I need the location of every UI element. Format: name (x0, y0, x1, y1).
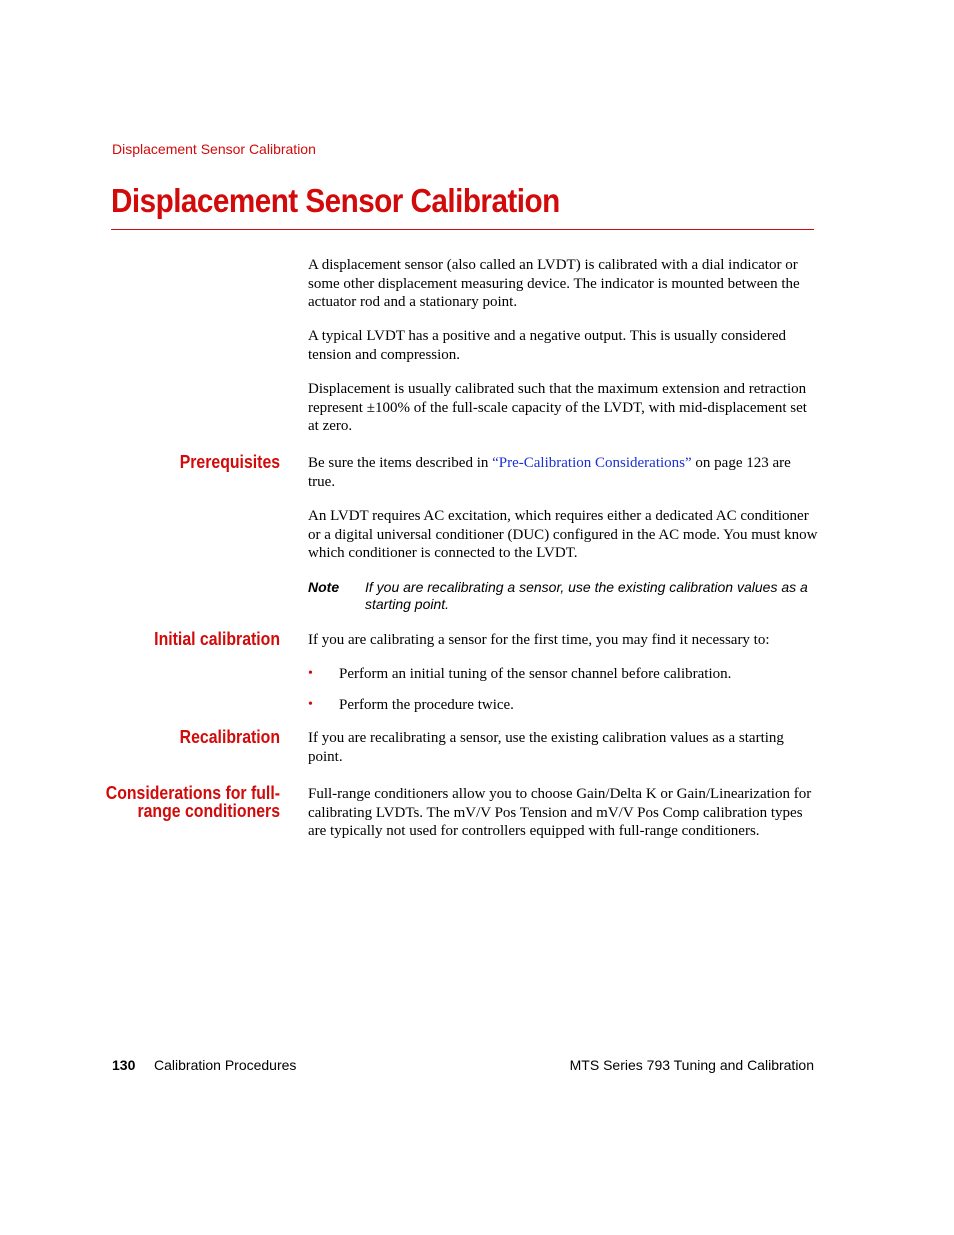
title-divider (111, 229, 814, 230)
recalibration-paragraph: If you are recalibrating a sensor, use the existing calibration values as a starting point. (308, 730, 784, 765)
prerequisites-paragraph-1 (308, 454, 818, 491)
page-number: 130 (112, 1057, 136, 1073)
bullet-icon: • (308, 666, 313, 681)
bullet-item-2: Perform the procedure twice. (339, 697, 514, 713)
full-range-paragraph: Full-range conditioners allow you to choose Gain/Delta K or Gain/Linearization for calibrating LVDTs. The mV/V Pos Tension and mV/V Pos Comp calibration types are typically not used for controllers equipped with full-range conditioners. (308, 786, 812, 840)
page-title: Displacement Sensor Calibration (111, 182, 560, 219)
prerequisites-text-after: on page 123 are true. (308, 455, 791, 490)
footer-book-title: MTS Series 793 Tuning and Calibration (569, 1057, 814, 1073)
initial-calibration-heading: Initial calibration (154, 629, 280, 649)
bullet-item-1: Perform an initial tuning of the sensor channel before calibration. (339, 666, 732, 682)
footer-section: Calibration Procedures (154, 1057, 297, 1073)
intro-paragraph-3: Displacement is usually calibrated such that the maximum extension and retraction represent ±100% of the full-scale capacity of the LVDT, with mid-displacement set at zero. (308, 381, 807, 435)
note-label: Note (308, 579, 340, 595)
recalibration-heading: Recalibration (179, 727, 280, 747)
intro-paragraph-1: A displacement sensor (also called an LVDT) is calibrated with a dial indicator or some other displacement measuring device. The indicator is mounted between the actuator rod and a stationary point. (308, 257, 800, 311)
initial-calibration-intro: If you are calibrating a sensor for the first time, you may find it necessary to: (308, 632, 770, 648)
note-text: If you are recalibrating a sensor, use the existing calibration values as a starting point. (365, 579, 808, 612)
intro-paragraph-2: A typical LVDT has a positive and a negative output. This is usually considered tension and compression. (308, 328, 786, 363)
full-range-heading-line-2: range conditioners (137, 801, 280, 821)
full-range-heading-line-1: Considerations for full- (105, 783, 280, 803)
pre-calibration-link[interactable]: “Pre-Calibration Considerations” (492, 455, 692, 471)
bullet-icon: • (308, 697, 313, 712)
prerequisites-text-before: Be sure the items described in (308, 455, 493, 471)
prerequisites-paragraph-2: An LVDT requires AC excitation, which requires either a dedicated AC conditioner or a digital universal conditioner (DUC) configured in the AC mode. You must know which conditioner is connected to the LVDT. (308, 508, 818, 562)
running-head: Displacement Sensor Calibration (112, 141, 316, 157)
prerequisites-heading: Prerequisites (179, 452, 280, 472)
